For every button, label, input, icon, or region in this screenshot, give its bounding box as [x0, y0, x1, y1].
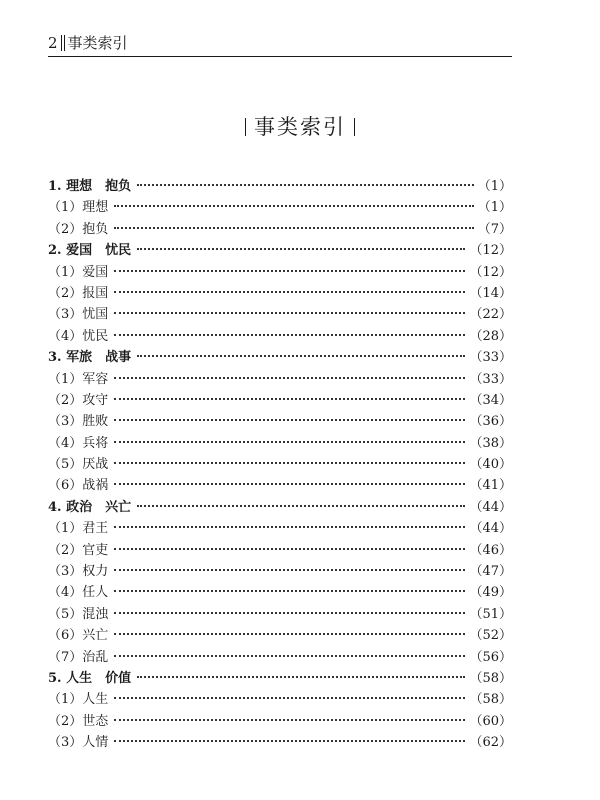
toc-item-row: [48, 390, 512, 411]
dot-leader: [114, 377, 465, 379]
dot-leader: [137, 505, 465, 507]
toc-entry-page: （1）: [477, 179, 512, 194]
dot-leader: [114, 719, 465, 721]
toc-entry-page: （41）: [469, 478, 512, 494]
toc-item-row: [48, 433, 512, 454]
header-divider: [64, 35, 65, 51]
toc-section-row: [48, 668, 512, 689]
toc-item-row: [48, 454, 512, 475]
toc-entry-page: （56）: [469, 649, 512, 665]
toc-entry-label: （4）兵将: [48, 435, 109, 451]
dot-leader: [114, 697, 465, 699]
toc-entry-label: （6）兴亡: [48, 628, 109, 644]
dot-leader: [114, 291, 465, 293]
toc-entry-label: （5）厌战: [48, 457, 109, 473]
header-divider: [61, 35, 62, 51]
title-bar-left: [245, 118, 246, 136]
dot-leader: [114, 526, 465, 528]
page-title-text: 事类索引: [254, 115, 346, 139]
dot-leader: [114, 398, 465, 400]
header-title: 事类索引: [67, 34, 128, 52]
dot-leader: [114, 633, 465, 635]
toc-item-row: [48, 732, 512, 753]
toc-entry-page: （1）: [477, 200, 512, 216]
toc-entry-page: （12）: [469, 264, 512, 280]
toc-item-row: [48, 475, 512, 496]
dot-leader: [114, 569, 465, 571]
toc-item-row: [48, 411, 512, 432]
toc-entry-label: 1. 理想 抱负: [48, 179, 132, 194]
toc-entry-label: （2）抱负: [48, 221, 109, 237]
toc-entry-label: （5）混浊: [48, 606, 109, 622]
toc-item-row: [48, 326, 512, 347]
toc-section-row: [48, 176, 512, 197]
toc-item-row: [48, 369, 512, 390]
toc-entry-label: （4）忧民: [48, 328, 109, 344]
toc-entry-page: （47）: [469, 564, 512, 580]
toc-entry-page: （49）: [469, 585, 512, 601]
toc-entry-label: （1）军容: [48, 371, 109, 387]
toc-entry-page: （58）: [469, 670, 512, 686]
toc-entry-page: （12）: [469, 243, 512, 259]
toc-entry-page: （62）: [469, 735, 512, 751]
dot-leader: [114, 655, 465, 657]
toc-entry-label: （6）战祸: [48, 478, 109, 494]
toc-entry-page: （46）: [469, 542, 512, 558]
toc-entry-label: （2）官吏: [48, 542, 109, 558]
dot-leader: [114, 227, 473, 229]
toc-item-row: [48, 262, 512, 283]
toc-item-row: [48, 219, 512, 240]
toc-item-row: [48, 711, 512, 732]
dot-leader: [137, 184, 474, 186]
dot-leader: [114, 612, 465, 614]
dot-leader: [114, 590, 465, 592]
toc-entry-label: （2）世态: [48, 713, 109, 729]
dot-leader: [114, 334, 465, 336]
toc-entry-page: （44）: [469, 521, 512, 537]
toc-section-row: [48, 497, 512, 518]
toc-entry-page: （58）: [469, 692, 512, 708]
toc-entry-label: 3. 军旅 战事: [48, 350, 132, 366]
toc-item-row: [48, 604, 512, 625]
toc-entry-page: （52）: [469, 628, 512, 644]
toc-item-row: [48, 197, 512, 218]
toc-entry-page: （28）: [469, 328, 512, 344]
dot-leader: [114, 270, 465, 272]
toc-entry-label: （2）报国: [48, 285, 109, 301]
toc-entry-page: （22）: [469, 307, 512, 323]
dot-leader: [137, 676, 465, 678]
toc-item-row: [48, 518, 512, 539]
toc-entry-label: （3）权力: [48, 564, 109, 580]
toc-entry-page: （34）: [469, 392, 512, 408]
toc-entry-label: 5. 人生 价值: [48, 670, 132, 686]
toc-entry-label: 2. 爱国 忧民: [48, 243, 132, 259]
title-bar-right: [354, 118, 355, 136]
dot-leader: [114, 483, 465, 485]
dot-leader: [114, 462, 465, 464]
dot-leader: [114, 548, 465, 550]
toc-entry-page: （51）: [469, 606, 512, 622]
toc-section-row: [48, 240, 512, 261]
dot-leader: [114, 312, 465, 314]
toc-entry-page: （60）: [469, 713, 512, 729]
page-title: [0, 112, 600, 142]
toc-entry-label: （3）人情: [48, 735, 109, 751]
toc-entry-page: （33）: [469, 350, 512, 366]
toc-entry-label: （3）胜败: [48, 414, 109, 430]
toc-entry-label: （1）君王: [48, 521, 109, 537]
toc-item-row: [48, 625, 512, 646]
dot-leader: [114, 740, 465, 742]
toc-section-row: [48, 347, 512, 368]
toc-list: [48, 176, 512, 754]
toc-entry-page: （33）: [469, 371, 512, 387]
toc-item-row: [48, 283, 512, 304]
header-rule: [48, 56, 512, 57]
toc-entry-page: （38）: [469, 435, 512, 451]
toc-item-row: [48, 540, 512, 561]
toc-entry-label: （2）攻守: [48, 392, 109, 408]
dot-leader: [114, 441, 465, 443]
dot-leader: [114, 205, 473, 207]
toc-entry-label: （1）爱国: [48, 264, 109, 280]
toc-entry-label: （4）任人: [48, 585, 109, 601]
toc-item-row: [48, 647, 512, 668]
toc-entry-page: （7）: [477, 221, 512, 237]
toc-entry-page: （44）: [469, 499, 512, 515]
toc-entry-label: （1）理想: [48, 200, 109, 216]
dot-leader: [137, 355, 465, 357]
dot-leader: [114, 419, 465, 421]
toc-entry-page: （36）: [469, 414, 512, 430]
toc-item-row: [48, 304, 512, 325]
running-header: [48, 30, 512, 56]
toc-item-row: [48, 561, 512, 582]
toc-item-row: [48, 582, 512, 603]
toc-entry-label: （1）人生: [48, 692, 109, 708]
toc-entry-label: 4. 政治 兴亡: [48, 499, 132, 515]
toc-entry-label: （3）忧国: [48, 307, 109, 323]
toc-entry-page: （14）: [469, 285, 512, 301]
dot-leader: [137, 248, 465, 250]
header-page-number: 2: [48, 34, 58, 52]
toc-entry-label: （7）治乱: [48, 649, 109, 665]
toc-item-row: [48, 689, 512, 710]
toc-entry-page: （40）: [469, 457, 512, 473]
